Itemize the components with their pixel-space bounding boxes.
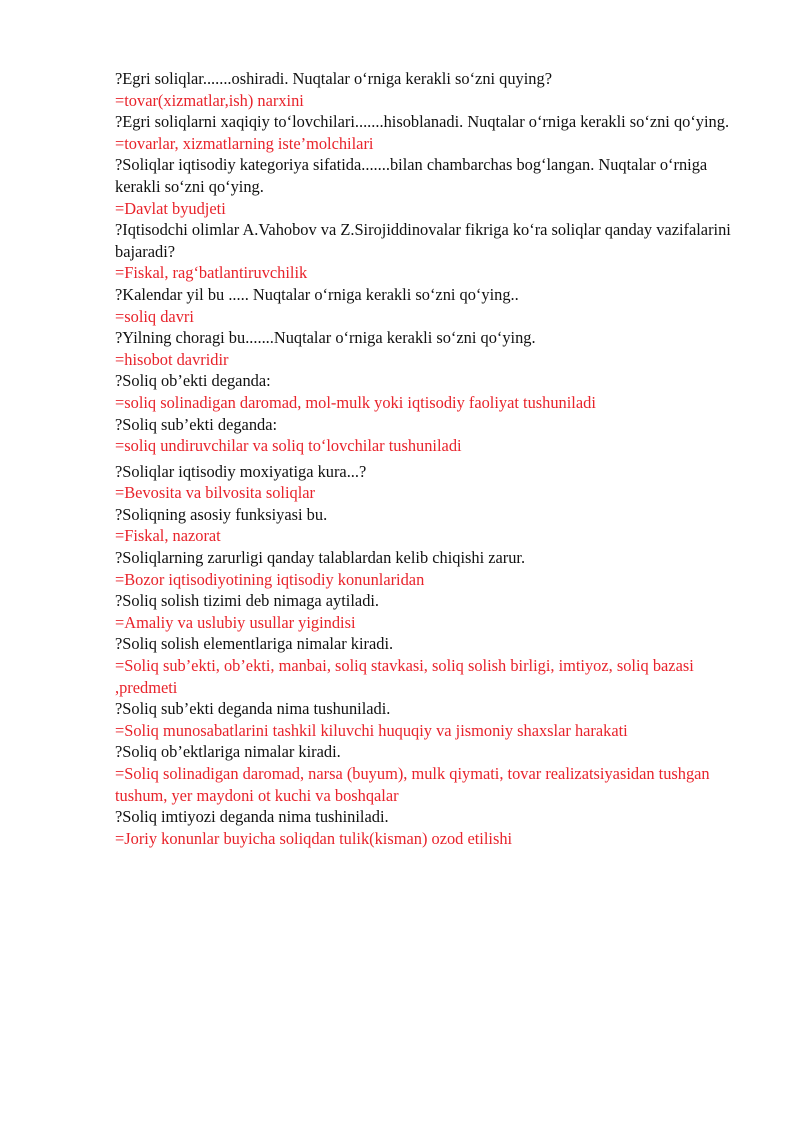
answer-text: =Fiskal, nazorat — [115, 526, 221, 546]
question-text: ?Soliq solish elementlariga nimalar kiradi. — [115, 634, 394, 654]
question-text: ?Soliqning asosiy funksiyasi bu. — [115, 504, 328, 524]
answer-text: =soliq solinadigan daromad, mol-mulk yoki iqtisodiy faoliyat tushuniladi — [115, 392, 596, 412]
answer-text: =Bozor iqtisodiyotining iqtisodiy konunlaridan — [115, 569, 425, 589]
answer-text: =soliq davri — [115, 306, 194, 326]
question-text: ?Egri soliqlarni xaqiqiy to‘lovchilari.......hisoblanadi. Nuqtalar o‘rniga kerakli so‘zni qo‘ying. — [115, 112, 730, 132]
question-text: ?Soliqlar iqtisodiy moxiyatiga kura...? — [115, 461, 367, 481]
answer-text: =Amaliy va uslubiy usullar yigindisi — [115, 612, 356, 632]
answer-text: =Soliq munosabatlarini tashkil kiluvchi huquqiy va jismoniy shaxslar harakati — [115, 720, 628, 740]
document-body — [115, 68, 740, 849]
answer-text: =Davlat byudjeti — [115, 198, 226, 218]
question-text: ?Soliq ob’ekti deganda: — [115, 371, 271, 391]
question-text: ?Soliq imtiyozi deganda nima tushiniladi. — [115, 807, 389, 827]
question-text: ?Soliqlar iqtisodiy kategoriya sifatida.......bilan chambarchas bog‘langan. Nuqtalar o‘rniga kerakli so‘zni qo‘ying. — [115, 155, 708, 196]
answer-text: =Fiskal, rag‘batlantiruvchilik — [115, 263, 308, 283]
question-text: ?Soliq sub’ekti deganda: — [115, 414, 278, 434]
answer-text: =tovarlar, xizmatlarning iste’molchilari — [115, 133, 374, 153]
answer-text: =Bevosita va bilvosita soliqlar — [115, 483, 315, 503]
answer-text: =Joriy konunlar buyicha soliqdan tulik(kisman) ozod etilishi — [115, 828, 513, 848]
question-text: ?Soliqlarning zarurligi qanday talablardan kelib chiqishi zarur. — [115, 548, 526, 568]
answer-text: =Soliq sub’ekti, ob’ekti, manbai, soliq stavkasi, soliq solish birligi, imtiyoz, soliq bazasi ,predmeti — [115, 656, 694, 697]
question-text: ?Kalendar yil bu ..... Nuqtalar o‘rniga kerakli so‘zni qo‘ying.. — [115, 284, 519, 304]
answer-text: =hisobot davridir — [115, 349, 229, 369]
question-text: ?Iqtisodchi olimlar A.Vahobov va Z.Sirojiddinovalar fikriga ko‘ra soliqlar qanday vazifalarini bajaradi? — [115, 220, 731, 261]
answer-text: =soliq undiruvchilar va soliq to‘lovchilar tushuniladi — [115, 436, 462, 456]
answer-text: =tovar(xizmatlar,ish) narxini — [115, 90, 304, 110]
question-text: ?Soliq ob’ektlariga nimalar kiradi. — [115, 742, 341, 762]
question-text: ?Egri soliqlar.......oshiradi. Nuqtalar o‘rniga kerakli so‘zni quying? — [115, 69, 552, 88]
question-text: ?Soliq sub’ekti deganda nima tushuniladi. — [115, 699, 391, 719]
question-text: ?Soliq solish tizimi deb nimaga aytiladi. — [115, 591, 380, 611]
answer-text: =Soliq solinadigan daromad, narsa (buyum), mulk qiymati, tovar realizatsiyasidan tushgan tushum, yer maydoni ot kuchi va boshqalar — [115, 764, 710, 805]
question-text: ?Yilning choragi bu.......Nuqtalar o‘rniga kerakli so‘zni qo‘ying. — [115, 328, 536, 348]
